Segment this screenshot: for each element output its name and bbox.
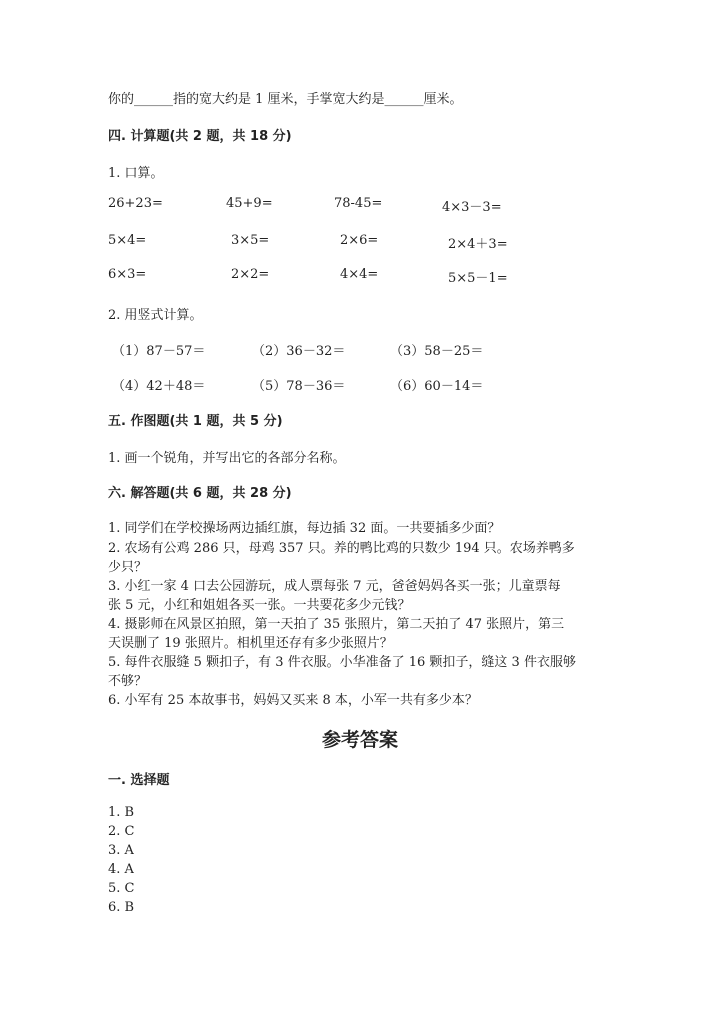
- oral-calc-item: 4×4=: [340, 267, 379, 282]
- vertical-calc-item: （2）36－32＝: [252, 344, 346, 359]
- word-problem-line: 6. 小军有 25 本故事书，妈妈又买来 8 本，小军一共有多少本？: [108, 693, 478, 708]
- oral-calc-item: 2×2=: [231, 267, 270, 282]
- oral-calc-item: 2×6=: [340, 233, 379, 248]
- word-problem-line: 3. 小红一家 4 口去公园游玩，成人票每张 7 元，爸爸妈妈各买一张；儿童票每: [108, 579, 561, 594]
- word-problem-line: 4. 摄影师在风景区拍照，第一天拍了 35 张照片，第二天拍了 47 张照片，第三: [108, 617, 565, 632]
- vertical-calc-label: 2. 用竖式计算。: [108, 308, 203, 323]
- vertical-calc-item: （5）78－36＝: [252, 379, 346, 394]
- oral-calc-label: 1. 口算。: [108, 166, 164, 181]
- answer-item: 2. C: [108, 824, 135, 839]
- answer-item: 4. A: [108, 862, 134, 877]
- word-problem-line: 5. 每件衣服缝 5 颗扣子，有 3 件衣服。小华准备了 16 颗扣子，缝这 3 件衣服够: [108, 655, 576, 670]
- word-problem-line: 少只？: [108, 560, 148, 575]
- answer-item: 1. B: [108, 805, 135, 820]
- section5-heading: 五. 作图题(共 1 题，共 5 分): [108, 414, 283, 429]
- oral-calc-item: 26+23=: [108, 196, 163, 211]
- word-problem-line: 2. 农场有公鸡 286 只，母鸡 357 只。养的鸭比鸡的只数少 194 只。农场养鸭多: [108, 541, 575, 556]
- oral-calc-item: 6×3=: [108, 267, 147, 282]
- oral-calc-item: 2×4＋3=: [448, 237, 508, 252]
- vertical-calc-item: （4）42＋48＝: [112, 379, 206, 394]
- word-problem-line: 张 5 元，小红和姐姐各买一张。一共要花多少元钱？: [108, 598, 411, 613]
- answers-title: 参考答案: [321, 729, 398, 751]
- word-problem-line: 天误删了 19 张照片。相机里还存有多少张照片？: [108, 636, 393, 651]
- answer-item: 3. A: [108, 843, 134, 858]
- oral-calc-item: 45+9=: [226, 196, 273, 211]
- word-problem-line: 不够？: [108, 674, 148, 689]
- vertical-calc-item: （1）87－57＝: [112, 344, 206, 359]
- section4-heading: 四. 计算题(共 2 题，共 18 分): [108, 129, 292, 144]
- section6-heading: 六. 解答题(共 6 题，共 28 分): [108, 486, 292, 501]
- answers-section-heading: 一. 选择题: [108, 773, 170, 788]
- word-problem-line: 1. 同学们在学校操场两边插红旗，每边插 32 面。一共要插多少面？: [108, 521, 501, 536]
- oral-calc-item: 78-45=: [334, 196, 383, 211]
- fill-blank-question: 你的______指的宽大约是 1 厘米，手掌宽大约是______厘米。: [108, 92, 463, 107]
- oral-calc-item: 4×3－3=: [442, 200, 502, 215]
- vertical-calc-item: （3）58－25＝: [390, 344, 484, 359]
- vertical-calc-item: （6）60－14＝: [390, 379, 484, 394]
- oral-calc-item: 5×5－1=: [448, 271, 508, 286]
- drawing-question: 1. 画一个锐角，并写出它的各部分名称。: [108, 451, 346, 466]
- oral-calc-item: 3×5=: [231, 233, 270, 248]
- answer-item: 6. B: [108, 900, 135, 915]
- oral-calc-item: 5×4=: [108, 233, 147, 248]
- answer-item: 5. C: [108, 881, 135, 896]
